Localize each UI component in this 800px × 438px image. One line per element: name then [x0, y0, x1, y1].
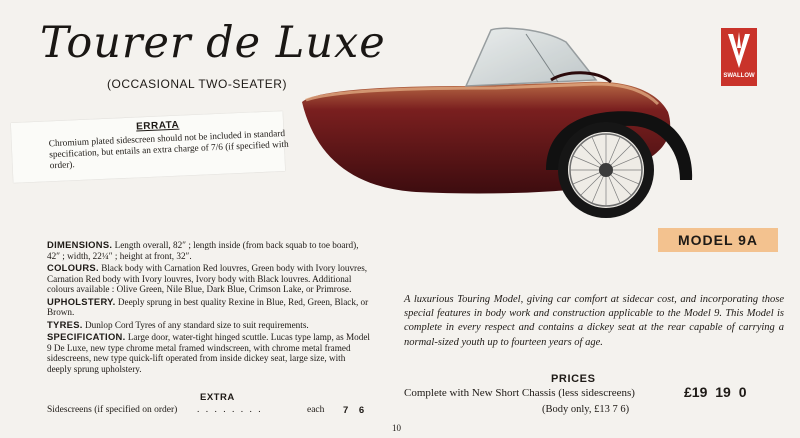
price-description: Complete with New Short Chassis (less sidescreens) — [404, 387, 635, 399]
errata-heading: ERRATA — [135, 119, 180, 133]
spec-text: Length overall, 82″ ; length inside (from back squab to toe board), 42″ ; width, 22¼″ ; height at front, 32″. — [47, 240, 359, 261]
sidecar-image — [296, 20, 716, 220]
spec-tyres — [47, 320, 372, 331]
spec-upholstery — [47, 297, 372, 318]
spec-colours — [47, 263, 372, 295]
model-badge: MODEL 9A — [658, 228, 778, 252]
spec-key: TYRES. — [47, 318, 83, 330]
spec-key: DIMENSIONS. — [47, 239, 113, 250]
price-amount: £19 19 0 — [684, 384, 747, 400]
extra-each: each — [307, 405, 325, 415]
logo-text: SWALLOW — [723, 73, 755, 79]
swallow-logo — [721, 28, 757, 86]
specifications-list — [47, 240, 372, 376]
page-number: 10 — [392, 423, 401, 433]
sidecar-illustration — [296, 20, 716, 225]
page-title: Tourer de Luxe — [40, 18, 386, 68]
extra-item-label: Sidescreens (if specified on order) — [47, 405, 178, 415]
spec-specification — [47, 332, 372, 374]
spec-key: UPHOLSTERY. — [47, 295, 116, 307]
price-body-only: (Body only, £13 7 6) — [542, 404, 630, 415]
extra-price: 7 6 — [343, 405, 365, 416]
spec-text: Black body with Carnation Red louvres, Green body with Ivory louvres, Carnation Red body with Ivory louvres, Ivory body with Black louvres. Additional colours available : Olive Green, Nile Blue, Dark Blue, Crimson Lake, or Primrose. — [47, 263, 368, 294]
errata-slip — [11, 111, 289, 183]
spec-key: SPECIFICATION. — [47, 331, 126, 342]
spec-text: Dunlop Cord Tyres of any standard size to suit requirements. — [84, 319, 309, 330]
spec-key: COLOURS. — [47, 262, 99, 273]
prices-heading: PRICES — [551, 373, 596, 385]
spec-text: Large door, water-tight hinged scuttle. Lucas type lamp, as Model 9 De Luxe, new type chrome metal framed windscreen, with chrome metal framed sidescreens, new type quick-lift operated from inside dickey seat, large size, with deeply sprung upholstery. — [47, 332, 370, 374]
extra-leader-dots: . . . . . . . . — [197, 405, 263, 415]
model-description: A luxurious Touring Model, giving car comfort at sidecar cost, and incorporating those special features in body work and construction applicable to the Model 9. This Model is complete in every respect and contains a dickey seat at the rear capable of carrying a normal-sized youth up to fourteen years of age. — [404, 294, 784, 348]
spec-dimensions — [47, 240, 372, 261]
extra-item-row — [47, 405, 367, 415]
extra-heading: EXTRA — [200, 392, 235, 403]
page-subtitle: (OCCASIONAL TWO-SEATER) — [107, 77, 287, 91]
errata-text: Chromium plated sidescreen should not be included in standard specification, but entails an extra charge of 7/6 (if specified with order). — [48, 129, 289, 172]
spec-text: Deeply sprung in best quality Rexine in Blue, Red, Green, Black, or Brown. — [47, 296, 369, 317]
